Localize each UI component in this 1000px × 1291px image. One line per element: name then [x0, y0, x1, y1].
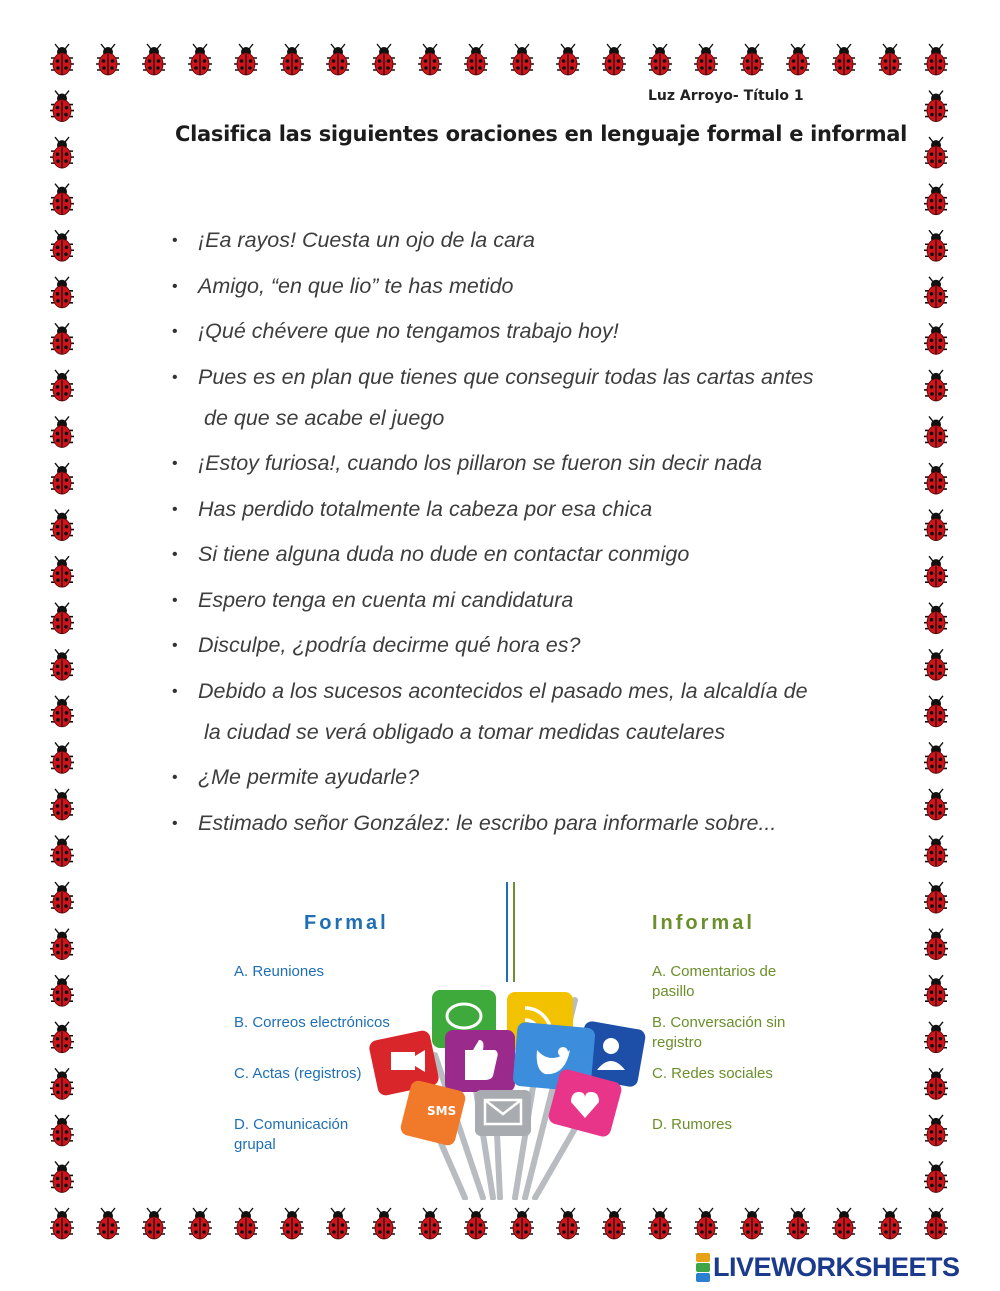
formal-item: grupal: [234, 1136, 276, 1153]
ladybug-icon: [510, 44, 534, 75]
ladybug-icon: [924, 510, 948, 541]
list-item: • Debido a los sucesos acontecidos el pasado mes, la alcaldía de la ciudad se verá obligado a tomar medidas cautelares: [168, 671, 888, 753]
ladybug-icon: [832, 1208, 856, 1239]
list-item: • Espero tenga en cuenta mi candidatura: [168, 580, 888, 621]
ladybug-icon: [50, 137, 74, 168]
ladybug-icon: [50, 556, 74, 587]
list-item: • Estimado señor González: le escribo para informarle sobre...: [168, 803, 888, 844]
formal-item: D. Comunicación: [234, 1116, 349, 1133]
informal-item: D. Rumores: [652, 1116, 733, 1133]
ladybug-icon: [602, 44, 626, 75]
ladybug-icon: [188, 44, 212, 75]
ladybug-icon: [50, 975, 74, 1006]
ladybug-icon: [924, 323, 948, 354]
ladybug-icon: [50, 463, 74, 494]
ladybug-icon: [924, 1022, 948, 1053]
ladybug-icon: [556, 44, 580, 75]
ladybug-icon: [924, 742, 948, 773]
ladybug-icon: [924, 882, 948, 913]
ladybug-icon: [50, 510, 74, 541]
ladybug-icon: [924, 789, 948, 820]
social-media-signs-illustration: [365, 880, 655, 1200]
ladybug-icon: [694, 1208, 718, 1239]
ladybug-icon: [924, 556, 948, 587]
list-item: • Has perdido totalmente la cabeza por esa chica: [168, 489, 888, 530]
ladybug-icon: [50, 929, 74, 960]
informal-item: C. Redes sociales: [652, 1065, 773, 1082]
list-item: • ¡Estoy furiosa!, cuando los pillaron se fueron sin decir nada: [168, 443, 888, 484]
ladybug-icon: [96, 1208, 120, 1239]
sentence-list: [168, 220, 888, 848]
ladybug-icon: [740, 1208, 764, 1239]
ladybug-icon: [50, 44, 74, 75]
informal-item: registro: [652, 1034, 703, 1051]
ladybug-icon: [50, 184, 74, 215]
ladybug-icon: [50, 1115, 74, 1146]
ladybug-icon: [924, 463, 948, 494]
list-item: • Amigo, “en que lio” te has metido: [168, 266, 888, 307]
ladybug-icon: [924, 370, 948, 401]
ladybug-icon: [280, 1208, 304, 1239]
ladybug-icon: [50, 789, 74, 820]
ladybug-icon: [188, 1208, 212, 1239]
list-item: • ¡Qué chévere que no tengamos trabajo hoy!: [168, 311, 888, 352]
list-item: • Si tiene alguna duda no dude en contactar conmigo: [168, 534, 888, 575]
ladybug-icon: [924, 277, 948, 308]
ladybug-icon: [924, 603, 948, 634]
formal-heading: Formal: [304, 912, 389, 934]
ladybug-icon: [234, 44, 258, 75]
ladybug-icon: [50, 230, 74, 261]
informal-item: pasillo: [652, 983, 695, 1000]
ladybug-icon: [602, 1208, 626, 1239]
ladybug-icon: [924, 230, 948, 261]
ladybug-icon: [924, 975, 948, 1006]
ladybug-icon: [372, 1208, 396, 1239]
ladybug-icon: [142, 44, 166, 75]
ladybug-icon: [694, 44, 718, 75]
ladybug-icon: [464, 1208, 488, 1239]
liveworksheets-logo-icon: [696, 1253, 710, 1283]
ladybug-icon: [832, 44, 856, 75]
ladybug-icon: [418, 44, 442, 75]
ladybug-icon: [50, 603, 74, 634]
ladybug-icon: [372, 44, 396, 75]
ladybug-icon: [510, 1208, 534, 1239]
ladybug-icon: [924, 184, 948, 215]
informal-item: B. Conversación sin: [652, 1014, 786, 1031]
ladybug-icon: [924, 696, 948, 727]
ladybug-icon: [50, 1022, 74, 1053]
ladybug-icon: [786, 1208, 810, 1239]
ladybug-icon: [50, 696, 74, 727]
ladybug-icon: [556, 1208, 580, 1239]
ladybug-icon: [924, 91, 948, 122]
ladybug-icon: [924, 137, 948, 168]
ladybug-icon: [740, 44, 764, 75]
ladybug-icon: [50, 836, 74, 867]
informal-heading: Informal: [652, 912, 755, 934]
ladybug-icon: [50, 742, 74, 773]
ladybug-icon: [50, 416, 74, 447]
author-label: Luz Arroyo- Título 1: [648, 88, 804, 104]
ladybug-icon: [280, 44, 304, 75]
ladybug-icon: [418, 1208, 442, 1239]
list-item: • ¿Me permite ayudarle?: [168, 757, 888, 798]
formal-item: B. Correos electrónicos: [234, 1014, 390, 1031]
ladybug-icon: [924, 416, 948, 447]
ladybug-icon: [50, 1208, 74, 1239]
ladybug-icon: [326, 44, 350, 75]
list-item: • Pues es en plan que tienes que conseguir todas las cartas antes de que se acabe el juego: [168, 357, 888, 439]
ladybug-icon: [924, 929, 948, 960]
ladybug-icon: [50, 323, 74, 354]
ladybug-icon: [50, 649, 74, 680]
informal-item: A. Comentarios de: [652, 963, 777, 980]
ladybug-icon: [648, 44, 672, 75]
ladybug-icon: [924, 1208, 948, 1239]
ladybug-icon: [50, 882, 74, 913]
ladybug-icon: [924, 1115, 948, 1146]
ladybug-icon: [50, 1068, 74, 1099]
ladybug-icon: [142, 1208, 166, 1239]
sms-label: SMS: [427, 1104, 457, 1118]
ladybug-icon: [50, 370, 74, 401]
ladybug-icon: [648, 1208, 672, 1239]
ladybug-icon: [786, 44, 810, 75]
formal-item: A. Reuniones: [234, 963, 325, 980]
ladybug-icon: [234, 1208, 258, 1239]
ladybug-icon: [50, 277, 74, 308]
formal-item: C. Actas (registros): [234, 1065, 362, 1082]
list-item: • ¡Ea rayos! Cuesta un ojo de la cara: [168, 220, 888, 261]
page-title: Clasifica las siguientes oraciones en lenguaje formal e informal: [175, 122, 908, 146]
ladybug-icon: [878, 1208, 902, 1239]
list-item: • Disculpe, ¿podría decirme qué hora es?: [168, 625, 888, 666]
formal-informal-infographic: [225, 880, 795, 1200]
ladybug-icon: [96, 44, 120, 75]
ladybug-icon: [924, 44, 948, 75]
brand-name: LIVEWORKSHEETS: [713, 1252, 960, 1282]
ladybug-icon: [326, 1208, 350, 1239]
ladybug-icon: [50, 1161, 74, 1192]
liveworksheets-logo: [696, 1252, 960, 1283]
ladybug-icon: [924, 836, 948, 867]
ladybug-icon: [878, 44, 902, 75]
ladybug-icon: [50, 91, 74, 122]
ladybug-icon: [464, 44, 488, 75]
ladybug-icon: [924, 1161, 948, 1192]
ladybug-icon: [924, 1068, 948, 1099]
ladybug-icon: [924, 649, 948, 680]
